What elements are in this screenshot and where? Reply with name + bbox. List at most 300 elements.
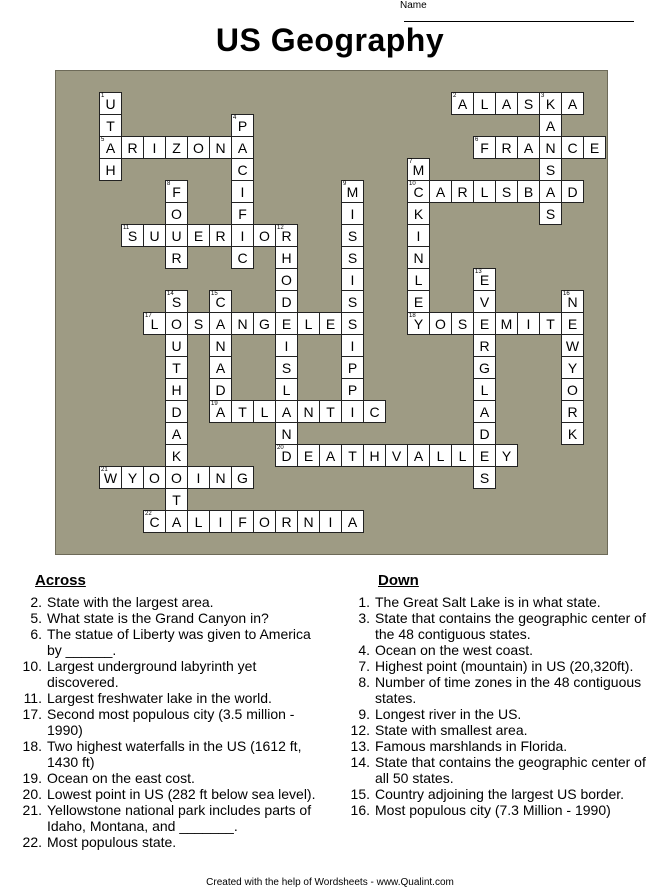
grid-cell[interactable] — [231, 180, 254, 203]
grid-cell[interactable] — [561, 356, 584, 379]
cell-letter: A — [413, 448, 424, 464]
grid-cell[interactable] — [561, 400, 584, 423]
grid-cell[interactable] — [473, 400, 496, 423]
grid-cell[interactable] — [231, 158, 254, 181]
grid-cell[interactable] — [517, 92, 540, 115]
grid-cell[interactable] — [473, 290, 496, 313]
cell-letter: I — [350, 404, 355, 420]
cell-letter: R — [281, 514, 292, 530]
cell-letter: A — [347, 514, 358, 530]
grid-cell[interactable] — [319, 312, 342, 335]
grid-cell[interactable] — [561, 378, 584, 401]
grid-cell[interactable] — [385, 444, 408, 467]
grid-cell[interactable] — [99, 136, 122, 159]
cell-letter: H — [369, 448, 380, 464]
clue-item — [15, 770, 320, 786]
grid-cell[interactable] — [99, 466, 122, 489]
cell-letter: C — [237, 250, 248, 266]
cell-letter: I — [218, 514, 223, 530]
grid-cell[interactable] — [143, 136, 166, 159]
cell-letter: P — [347, 360, 358, 376]
grid-cell[interactable] — [187, 466, 210, 489]
cell-letter: R — [501, 140, 512, 156]
cell-letter: S — [127, 228, 138, 244]
cell-letter: A — [281, 404, 292, 420]
cell-letter: C — [149, 514, 160, 530]
grid-cell[interactable] — [407, 180, 430, 203]
cell-letter: G — [237, 470, 248, 486]
cell-letter: S — [523, 96, 534, 112]
grid-cell[interactable] — [473, 92, 496, 115]
grid-cell[interactable] — [539, 202, 562, 225]
grid-cell[interactable] — [275, 356, 298, 379]
cell-letter: R — [127, 140, 138, 156]
clue-item — [15, 658, 320, 690]
clue-item-number: 18. — [22, 738, 42, 754]
grid-cell[interactable] — [473, 378, 496, 401]
grid-cell[interactable] — [121, 136, 144, 159]
grid-cell[interactable] — [275, 422, 298, 445]
cell-letter: A — [237, 140, 248, 156]
grid-cell[interactable] — [231, 510, 254, 533]
grid-cell[interactable] — [539, 312, 562, 335]
cell-letter: S — [347, 316, 358, 332]
cell-letter: V — [391, 448, 402, 464]
clue-item-number: 20. — [22, 786, 42, 802]
cell-letter: S — [347, 250, 358, 266]
cell-letter: I — [240, 228, 245, 244]
grid-cell[interactable] — [165, 290, 188, 313]
grid-cell[interactable] — [165, 334, 188, 357]
grid-cell[interactable] — [275, 246, 298, 269]
cell-letter: D — [479, 426, 490, 442]
cell-letter: L — [480, 184, 489, 200]
cell-letter: M — [500, 316, 513, 332]
grid-cell[interactable] — [253, 312, 276, 335]
cell-letter: N — [567, 294, 578, 310]
clue-item — [343, 642, 658, 658]
cell-letter: L — [480, 382, 489, 398]
grid-cell[interactable] — [99, 92, 122, 115]
cell-letter: I — [416, 228, 421, 244]
grid-cell[interactable] — [539, 136, 562, 159]
clue-item — [15, 706, 320, 738]
grid-cell[interactable] — [231, 224, 254, 247]
grid-cell[interactable] — [99, 114, 122, 137]
cell-letter: M — [346, 184, 359, 200]
grid-cell[interactable] — [407, 158, 430, 181]
cell-letter: I — [328, 514, 333, 530]
clue-item-text: State that contains the geographic center of all 50 states. — [375, 754, 646, 786]
grid-cell[interactable] — [451, 444, 474, 467]
grid-cell[interactable] — [165, 224, 188, 247]
grid-cell[interactable] — [341, 334, 364, 357]
clue-number: 18 — [409, 313, 416, 319]
grid-cell[interactable] — [539, 92, 562, 115]
cell-letter: I — [152, 140, 157, 156]
cell-letter: A — [215, 404, 226, 420]
grid-cell[interactable] — [429, 180, 452, 203]
cell-letter: A — [545, 118, 556, 134]
grid-cell[interactable] — [341, 510, 364, 533]
grid-cell[interactable] — [297, 312, 320, 335]
grid-cell[interactable] — [495, 92, 518, 115]
grid-cell[interactable] — [99, 158, 122, 181]
grid-cell[interactable] — [165, 444, 188, 467]
grid-cell[interactable] — [473, 422, 496, 445]
grid-cell[interactable] — [341, 356, 364, 379]
cell-letter: H — [281, 250, 292, 266]
cell-letter: O — [259, 228, 270, 244]
cell-letter: P — [237, 118, 248, 134]
grid-cell[interactable] — [231, 312, 254, 335]
cell-letter: N — [215, 338, 226, 354]
grid-cell[interactable] — [231, 466, 254, 489]
grid-cell[interactable] — [209, 136, 232, 159]
grid-cell[interactable] — [429, 312, 452, 335]
grid-cell[interactable] — [165, 356, 188, 379]
grid-cell[interactable] — [143, 510, 166, 533]
name-label: Name — [400, 0, 427, 11]
cell-letter: S — [545, 206, 556, 222]
grid-cell[interactable] — [121, 466, 144, 489]
cell-letter: E — [589, 140, 600, 156]
grid-cell[interactable] — [473, 444, 496, 467]
grid-cell[interactable] — [143, 312, 166, 335]
grid-cell[interactable] — [561, 136, 584, 159]
clue-number: 15 — [211, 291, 218, 297]
cell-letter: N — [545, 140, 556, 156]
across-clues — [15, 573, 320, 850]
cell-letter: A — [479, 404, 490, 420]
grid-cell[interactable] — [407, 444, 430, 467]
grid-cell[interactable] — [297, 400, 320, 423]
grid-cell[interactable] — [363, 444, 386, 467]
cell-letter: T — [546, 316, 555, 332]
cell-letter: R — [457, 184, 468, 200]
cell-letter: C — [413, 184, 424, 200]
clue-item — [343, 754, 658, 786]
grid-cell[interactable] — [253, 510, 276, 533]
cell-letter: E — [567, 316, 578, 332]
cell-letter: E — [193, 228, 204, 244]
cell-letter: T — [326, 404, 335, 420]
clue-item-text: Lowest point in US (282 ft below sea level). — [47, 786, 316, 802]
grid-cell[interactable] — [341, 290, 364, 313]
grid-cell[interactable] — [253, 400, 276, 423]
grid-cell[interactable] — [187, 510, 210, 533]
clue-item-text: Highest point (mountain) in US (20,320ft). — [375, 658, 634, 674]
grid-cell[interactable] — [407, 202, 430, 225]
grid-cell[interactable] — [407, 312, 430, 335]
clue-item-text: The statue of Liberty was given to America by ______. — [47, 626, 311, 658]
cell-letter: O — [259, 514, 270, 530]
cell-letter: F — [238, 514, 247, 530]
clue-item-number: 11. — [23, 690, 42, 706]
grid-cell[interactable] — [407, 290, 430, 313]
grid-cell[interactable] — [275, 290, 298, 313]
cell-letter: T — [348, 448, 357, 464]
cell-letter: O — [171, 206, 182, 222]
cell-letter: N — [281, 426, 292, 442]
cell-letter: D — [215, 382, 226, 398]
grid-cell[interactable] — [539, 180, 562, 203]
grid-cell[interactable] — [121, 224, 144, 247]
cell-letter: E — [325, 316, 336, 332]
cell-letter: G — [259, 316, 270, 332]
grid-cell[interactable] — [407, 224, 430, 247]
grid-cell[interactable] — [517, 136, 540, 159]
clue-item — [343, 594, 658, 610]
cell-letter: W — [103, 470, 118, 486]
cell-letter: S — [171, 294, 182, 310]
clue-item — [343, 738, 658, 754]
grid-cell[interactable] — [165, 136, 188, 159]
grid-cell[interactable] — [143, 466, 166, 489]
grid-cell[interactable] — [165, 488, 188, 511]
cell-letter: A — [171, 426, 182, 442]
clue-item-number: 2. — [30, 594, 42, 610]
clue-item-text: Yellowstone national park includes parts of Idaho, Montana, and _______. — [47, 802, 312, 834]
cell-letter: O — [435, 316, 446, 332]
clue-number: 14 — [167, 291, 174, 297]
cell-letter: S — [545, 162, 556, 178]
footer-credit: Created with the help of Wordsheets - www.Qualint.com — [206, 877, 454, 888]
cell-letter: S — [347, 228, 358, 244]
cell-letter: E — [281, 316, 292, 332]
cell-letter: O — [567, 382, 578, 398]
grid-cell[interactable] — [517, 312, 540, 335]
grid-cell[interactable] — [165, 510, 188, 533]
grid-cell[interactable] — [275, 312, 298, 335]
grid-cell[interactable] — [143, 224, 166, 247]
cell-letter: E — [303, 448, 314, 464]
cell-letter: A — [501, 96, 512, 112]
clue-item-number: 4. — [358, 642, 370, 658]
cell-letter: S — [347, 294, 358, 310]
grid-cell[interactable] — [473, 136, 496, 159]
clue-item-number: 15. — [350, 786, 370, 802]
grid-cell[interactable] — [165, 202, 188, 225]
clue-number: 16 — [563, 291, 570, 297]
cell-letter: A — [545, 184, 556, 200]
grid-cell[interactable] — [407, 246, 430, 269]
grid-cell[interactable] — [473, 334, 496, 357]
cell-letter: I — [350, 272, 355, 288]
clue-number: 22 — [145, 511, 152, 517]
grid-cell[interactable] — [495, 136, 518, 159]
grid-cell[interactable] — [561, 290, 584, 313]
grid-cell[interactable] — [539, 158, 562, 181]
grid-cell[interactable] — [209, 312, 232, 335]
grid-cell[interactable] — [297, 444, 320, 467]
across-heading: Across — [35, 572, 86, 589]
cell-letter: O — [281, 272, 292, 288]
clue-item-text: Longest river in the US. — [375, 706, 522, 722]
grid-cell[interactable] — [451, 180, 474, 203]
grid-cell[interactable] — [209, 224, 232, 247]
clue-item — [343, 674, 658, 706]
grid-cell[interactable] — [275, 378, 298, 401]
grid-cell[interactable] — [231, 114, 254, 137]
cell-letter: C — [369, 404, 380, 420]
grid-cell[interactable] — [209, 378, 232, 401]
grid-cell[interactable] — [231, 136, 254, 159]
grid-cell[interactable] — [407, 268, 430, 291]
grid-cell[interactable] — [209, 400, 232, 423]
grid-cell[interactable] — [209, 334, 232, 357]
grid-cell[interactable] — [165, 422, 188, 445]
clue-item — [15, 690, 320, 706]
grid-cell[interactable] — [209, 510, 232, 533]
clue-item-number: 7. — [358, 658, 370, 674]
grid-cell[interactable] — [473, 180, 496, 203]
grid-cell[interactable] — [473, 268, 496, 291]
grid-cell[interactable] — [165, 246, 188, 269]
cell-letter: A — [523, 140, 534, 156]
grid-cell[interactable] — [341, 400, 364, 423]
clue-item — [343, 786, 658, 802]
grid-cell[interactable] — [583, 136, 606, 159]
clue-item-text: Largest freshwater lake in the world. — [47, 690, 272, 706]
grid-cell[interactable] — [517, 180, 540, 203]
grid-cell[interactable] — [363, 400, 386, 423]
cell-letter: T — [172, 492, 181, 508]
clue-item-text: Ocean on the east cost. — [47, 770, 195, 786]
grid-cell[interactable] — [341, 378, 364, 401]
grid-cell[interactable] — [187, 312, 210, 335]
grid-cell[interactable] — [561, 312, 584, 335]
grid-cell[interactable] — [275, 400, 298, 423]
cell-letter: S — [479, 470, 490, 486]
grid-cell[interactable] — [297, 510, 320, 533]
cell-letter: N — [413, 250, 424, 266]
cell-letter: O — [171, 316, 182, 332]
cell-letter: Y — [501, 448, 512, 464]
grid-cell[interactable] — [341, 312, 364, 335]
clue-item-number: 21. — [22, 802, 42, 818]
clue-item-number: 17. — [22, 706, 42, 722]
grid-cell[interactable] — [165, 312, 188, 335]
grid-cell[interactable] — [275, 510, 298, 533]
grid-cell[interactable] — [429, 444, 452, 467]
grid-cell[interactable] — [253, 224, 276, 247]
clue-item-number: 10. — [22, 658, 42, 674]
grid-cell[interactable] — [165, 466, 188, 489]
cell-letter: U — [149, 228, 160, 244]
cell-letter: D — [281, 448, 292, 464]
clue-item-number: 14. — [350, 754, 370, 770]
grid-cell[interactable] — [231, 400, 254, 423]
grid-cell[interactable] — [495, 444, 518, 467]
clue-item-text: State with the largest area. — [47, 594, 214, 610]
cell-letter: L — [458, 448, 467, 464]
grid-cell[interactable] — [561, 422, 584, 445]
grid-cell[interactable] — [209, 466, 232, 489]
grid-cell[interactable] — [319, 400, 342, 423]
clue-number: 5 — [101, 137, 105, 143]
clue-item — [15, 786, 320, 802]
grid-cell[interactable] — [275, 224, 298, 247]
cell-letter: E — [479, 272, 490, 288]
cell-letter: P — [347, 382, 358, 398]
grid-cell[interactable] — [451, 92, 474, 115]
cell-letter: D — [567, 184, 578, 200]
cell-letter: E — [479, 316, 490, 332]
grid-cell[interactable] — [165, 180, 188, 203]
clue-item — [343, 610, 658, 642]
grid-cell[interactable] — [275, 334, 298, 357]
grid-cell[interactable] — [539, 114, 562, 137]
cell-letter: S — [501, 184, 512, 200]
clue-item-text: State with smallest area. — [375, 722, 528, 738]
cell-letter: A — [457, 96, 468, 112]
clue-item — [15, 738, 320, 770]
grid-cell[interactable] — [341, 180, 364, 203]
clue-item-number: 6. — [30, 626, 42, 642]
grid-cell[interactable] — [473, 312, 496, 335]
grid-cell[interactable] — [341, 246, 364, 269]
cell-letter: D — [281, 294, 292, 310]
grid-cell[interactable] — [209, 356, 232, 379]
cell-letter: W — [565, 338, 580, 354]
cell-letter: D — [171, 404, 182, 420]
grid-cell[interactable] — [561, 180, 584, 203]
grid-cell[interactable] — [341, 224, 364, 247]
cell-letter: N — [303, 404, 314, 420]
grid-cell[interactable] — [319, 444, 342, 467]
clue-item-number: 13. — [350, 738, 370, 754]
grid-cell[interactable] — [165, 378, 188, 401]
clue-item-number: 5. — [30, 610, 42, 626]
grid-cell[interactable] — [231, 246, 254, 269]
cell-letter: I — [240, 184, 245, 200]
clue-item-text: Largest underground labyrinth yet discovered. — [47, 658, 257, 690]
cell-letter: O — [171, 470, 182, 486]
grid-cell[interactable] — [341, 202, 364, 225]
grid-cell[interactable] — [451, 312, 474, 335]
cell-letter: E — [413, 294, 424, 310]
cell-letter: L — [480, 96, 489, 112]
clue-item-text: Ocean on the west coast. — [375, 642, 533, 658]
grid-cell[interactable] — [319, 510, 342, 533]
grid-cell[interactable] — [187, 136, 210, 159]
cell-letter: T — [172, 360, 181, 376]
cell-letter: K — [545, 96, 556, 112]
grid-cell[interactable] — [275, 268, 298, 291]
grid-cell[interactable] — [275, 444, 298, 467]
grid-cell[interactable] — [561, 92, 584, 115]
grid-cell[interactable] — [473, 356, 496, 379]
grid-cell[interactable] — [495, 180, 518, 203]
cell-letter: I — [284, 338, 289, 354]
name-field[interactable] — [400, 0, 660, 22]
cell-letter: O — [149, 470, 160, 486]
grid-cell[interactable] — [473, 466, 496, 489]
grid-cell[interactable] — [231, 202, 254, 225]
clue-item — [343, 706, 658, 722]
clue-item-text: Second most populous city (3.5 million - 1990) — [47, 706, 295, 738]
grid-cell[interactable] — [341, 268, 364, 291]
clue-item-number: 19. — [22, 770, 42, 786]
grid-cell[interactable] — [209, 290, 232, 313]
grid-cell[interactable] — [341, 444, 364, 467]
clue-number: 17 — [145, 313, 152, 319]
grid-cell[interactable] — [561, 334, 584, 357]
grid-cell[interactable] — [495, 312, 518, 335]
grid-cell[interactable] — [187, 224, 210, 247]
grid-cell[interactable] — [165, 400, 188, 423]
